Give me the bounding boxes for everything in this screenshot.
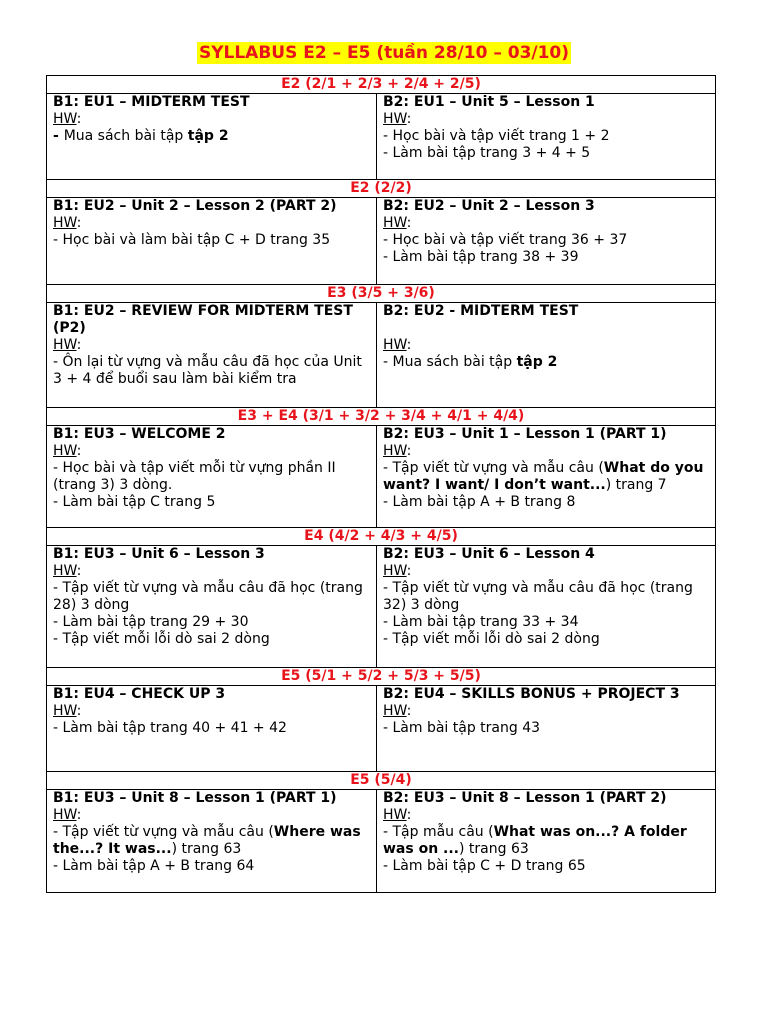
lesson-title: B1: EU3 – Unit 8 – Lesson 1 (PART 1) (53, 790, 337, 806)
homework-item (53, 354, 370, 388)
lesson-title: B2: EU1 – Unit 5 – Lesson 1 (383, 94, 595, 110)
homework-label: HW (383, 111, 407, 127)
homework-text: - Làm bài tập trang 29 + 30 (53, 614, 249, 630)
homework-text: ) trang 63 (171, 841, 242, 857)
homework-label: HW (53, 807, 77, 823)
homework-item (53, 494, 370, 511)
homework-label: HW (53, 215, 77, 231)
homework-label-line: HW: (53, 563, 82, 579)
page-title-container (0, 42, 768, 64)
lesson-title: B1: EU2 – Unit 2 – Lesson 2 (PART 2) (53, 198, 337, 214)
b2-lesson-cell (377, 790, 716, 893)
homework-text: - Học bài và tập viết trang 36 + 37 (383, 232, 628, 248)
lesson-title: B1: EU4 – CHECK UP 3 (53, 686, 226, 702)
homework-item (383, 460, 709, 494)
homework-label-line: HW: (53, 111, 82, 127)
week-header: E3 (3/5 + 3/6) (47, 285, 716, 303)
homework-label-line: HW: (383, 443, 412, 459)
homework-item (383, 249, 709, 266)
homework-text: - Tập viết từ vựng và mẫu câu ( (383, 460, 604, 476)
lesson-row (47, 94, 716, 180)
week-header: E5 (5/4) (47, 772, 716, 790)
lesson-title: B2: EU3 – Unit 6 – Lesson 4 (383, 546, 595, 562)
homework-text: - Tập mẫu câu ( (383, 824, 494, 840)
homework-text: - Làm bài tập trang 40 + 41 + 42 (53, 720, 287, 736)
lesson-title: B1: EU2 – REVIEW FOR MIDTERM TEST (P2) (53, 303, 353, 336)
week-header: E5 (5/1 + 5/2 + 5/3 + 5/5) (47, 668, 716, 686)
syllabus-body (47, 76, 716, 893)
homework-text: - Học bài và làm bài tập C + D trang 35 (53, 232, 331, 248)
homework-item (53, 580, 370, 614)
week-header-row (47, 285, 716, 303)
homework-label: HW (53, 443, 77, 459)
homework-text: - Làm bài tập A + B trang 8 (383, 494, 576, 510)
homework-label-line: HW: (383, 703, 412, 719)
homework-text: - Tập viết từ vựng và mẫu câu đã học (trang 32) 3 dòng (383, 580, 693, 613)
b1-lesson-cell (47, 94, 377, 180)
week-header: E4 (4/2 + 4/3 + 4/5) (47, 528, 716, 546)
homework-label: HW (383, 563, 407, 579)
homework-text: - Làm bài tập A + B trang 64 (53, 858, 255, 874)
week-header-row (47, 76, 716, 94)
lesson-title: B1: EU3 – WELCOME 2 (53, 426, 226, 442)
week-header-row (47, 528, 716, 546)
homework-item (53, 858, 370, 875)
homework-text: - Tập viết mỗi lỗi dò sai 2 dòng (383, 631, 600, 647)
homework-label: HW (53, 563, 77, 579)
homework-label: HW (383, 807, 407, 823)
week-header: E3 + E4 (3/1 + 3/2 + 3/4 + 4/1 + 4/4) (47, 408, 716, 426)
lesson-title: B2: EU3 – Unit 8 – Lesson 1 (PART 2) (383, 790, 667, 806)
b2-lesson-cell (377, 426, 716, 528)
homework-text: - Tập viết từ vựng và mẫu câu đã học (trang 28) 3 dòng (53, 580, 363, 613)
homework-item (53, 232, 370, 249)
homework-text: - Tập viết từ vựng và mẫu câu ( (53, 824, 274, 840)
syllabus-table (46, 75, 716, 893)
lesson-row (47, 303, 716, 408)
homework-text: - Làm bài tập trang 38 + 39 (383, 249, 579, 265)
homework-text: ) trang 63 (459, 841, 529, 857)
homework-label: HW (383, 443, 407, 459)
homework-item (383, 614, 709, 631)
homework-text-bold: tập 2 (516, 354, 558, 370)
homework-item (53, 614, 370, 631)
homework-label-line: HW: (383, 215, 412, 231)
homework-text: ) trang 7 (605, 477, 667, 493)
homework-text: - Tập viết mỗi lỗi dò sai 2 dòng (53, 631, 270, 647)
homework-text-bold: tập 2 (187, 128, 229, 144)
homework-text-bold: What do you want? I want/ I don’t want... (383, 460, 704, 493)
lesson-title: B2: EU3 – Unit 1 – Lesson 1 (PART 1) (383, 426, 667, 442)
homework-label: HW (383, 703, 407, 719)
homework-item (383, 232, 709, 249)
homework-text: - Làm bài tập trang 43 (383, 720, 541, 736)
lesson-row (47, 790, 716, 893)
b2-lesson-cell (377, 198, 716, 285)
blank-line (383, 320, 709, 337)
homework-text: - Làm bài tập trang 3 + 4 + 5 (383, 145, 591, 161)
lesson-title: B1: EU1 – MIDTERM TEST (53, 94, 250, 110)
homework-item (383, 631, 709, 648)
homework-item (53, 720, 370, 737)
homework-label-line: HW: (53, 807, 82, 823)
b2-lesson-cell (377, 94, 716, 180)
homework-text: - Làm bài tập C trang 5 (53, 494, 216, 510)
lesson-row (47, 198, 716, 285)
homework-item (383, 494, 709, 511)
homework-item (53, 128, 370, 145)
homework-item (53, 824, 370, 858)
homework-text: - Làm bài tập trang 33 + 34 (383, 614, 579, 630)
lesson-row (47, 426, 716, 528)
homework-text: - Học bài và tập viết trang 1 + 2 (383, 128, 610, 144)
homework-text: - Làm bài tập C + D trang 65 (383, 858, 586, 874)
week-header-row (47, 180, 716, 198)
homework-item (383, 824, 709, 858)
b1-lesson-cell (47, 686, 377, 772)
homework-item (53, 460, 370, 494)
homework-text: - Ôn lại từ vựng và mẫu câu đã học của Unit 3 + 4 để buổi sau làm bài kiểm tra (53, 354, 362, 387)
homework-text-bold: What was on...? A folder was on ... (383, 824, 687, 857)
b2-lesson-cell (377, 686, 716, 772)
week-header: E2 (2/2) (47, 180, 716, 198)
b2-lesson-cell (377, 546, 716, 668)
week-header-row (47, 772, 716, 790)
homework-item (383, 720, 709, 737)
homework-item (383, 354, 709, 371)
b1-lesson-cell (47, 198, 377, 285)
b2-lesson-cell (377, 303, 716, 408)
homework-text-bold: Where was the...? It was... (53, 824, 361, 857)
homework-label: HW (383, 337, 407, 353)
b1-lesson-cell (47, 426, 377, 528)
lesson-title: B2: EU4 – SKILLS BONUS + PROJECT 3 (383, 686, 680, 702)
homework-label: HW (53, 337, 77, 353)
lesson-title: B2: EU2 - MIDTERM TEST (383, 303, 579, 319)
b1-lesson-cell (47, 546, 377, 668)
page-title: SYLLABUS E2 – E5 (tuần 28/10 – 03/10) (198, 43, 570, 63)
homework-label-line: HW: (383, 337, 412, 353)
lesson-row (47, 686, 716, 772)
homework-item (383, 858, 709, 875)
homework-text: - Mua sách bài tập (383, 354, 517, 370)
week-header-row (47, 668, 716, 686)
homework-label-line: HW: (53, 215, 82, 231)
homework-label-line: HW: (53, 337, 82, 353)
homework-label: HW (53, 111, 77, 127)
b1-lesson-cell (47, 303, 377, 408)
homework-item (383, 580, 709, 614)
homework-text-bold: - (53, 128, 64, 144)
homework-item (383, 128, 709, 145)
homework-label: HW (383, 215, 407, 231)
lesson-title: B2: EU2 – Unit 2 – Lesson 3 (383, 198, 595, 214)
homework-item (53, 631, 370, 648)
homework-label: HW (53, 703, 77, 719)
homework-text: - Học bài và tập viết mỗi từ vựng phần II (trang 3) 3 dòng. (53, 460, 336, 493)
homework-item (383, 145, 709, 162)
lesson-row (47, 546, 716, 668)
week-header: E2 (2/1 + 2/3 + 2/4 + 2/5) (47, 76, 716, 94)
homework-text: Mua sách bài tập (63, 128, 188, 144)
week-header-row (47, 408, 716, 426)
lesson-title: B1: EU3 – Unit 6 – Lesson 3 (53, 546, 265, 562)
homework-label-line: HW: (53, 703, 82, 719)
homework-label-line: HW: (383, 111, 412, 127)
homework-label-line: HW: (53, 443, 82, 459)
b1-lesson-cell (47, 790, 377, 893)
homework-label-line: HW: (383, 807, 412, 823)
homework-label-line: HW: (383, 563, 412, 579)
